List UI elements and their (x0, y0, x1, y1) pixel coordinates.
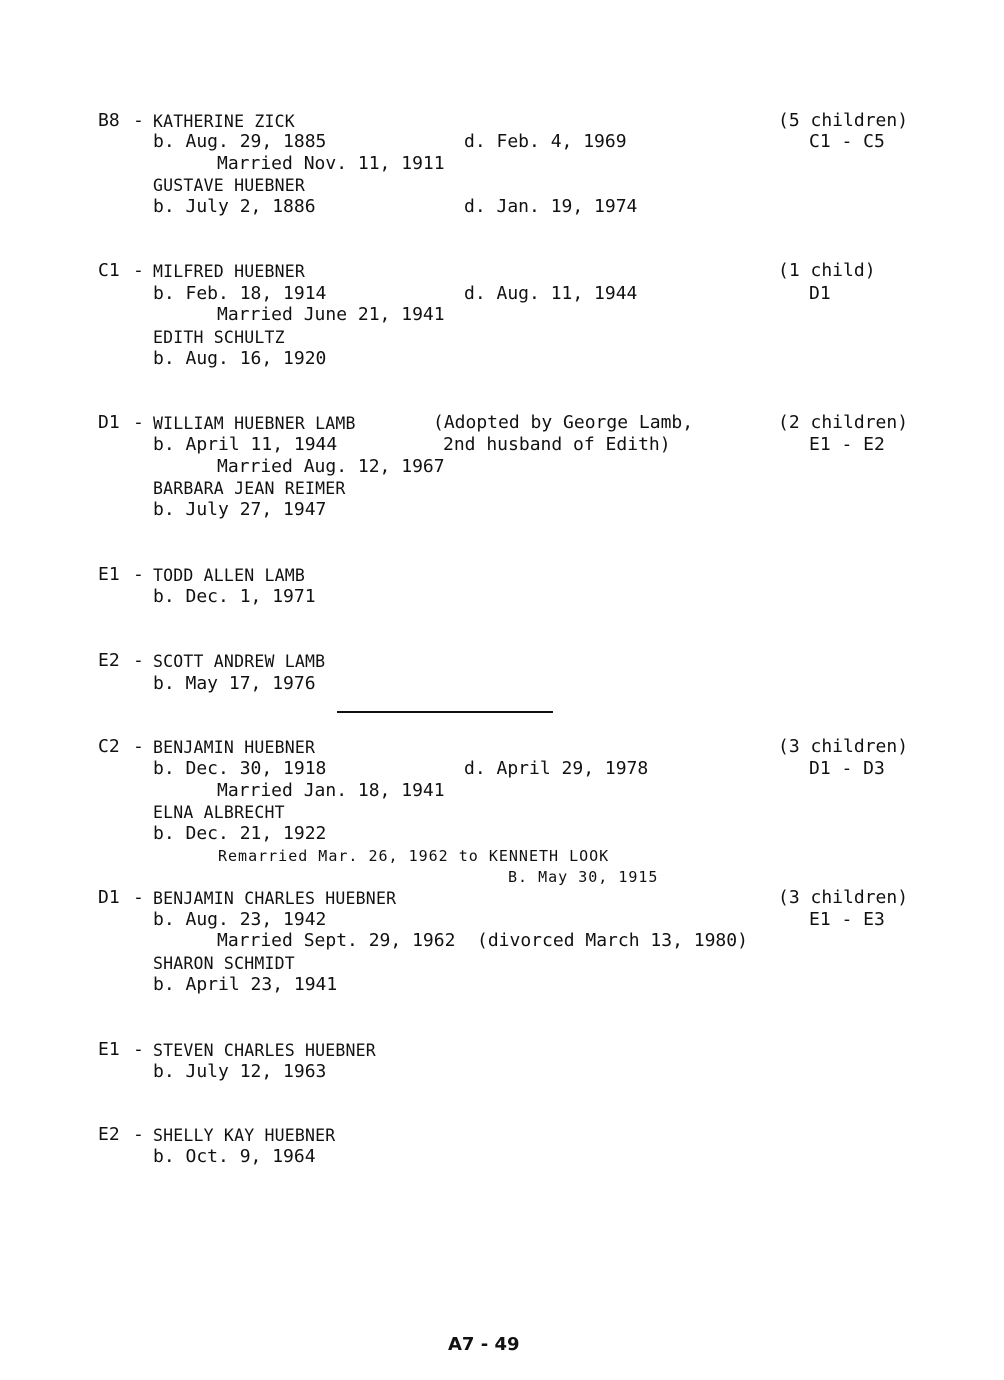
children-range: C1 - C5 (809, 131, 885, 152)
adoption-note: (Adopted by George Lamb, (433, 412, 694, 433)
children-count: (2 children) (778, 412, 909, 433)
entry-name: WILLIAM HUEBNER LAMB (153, 414, 356, 433)
birth-date: b. Dec. 30, 1918 (153, 758, 327, 779)
page-number: A7 - 49 (448, 1334, 520, 1355)
entry-name: SCOTT ANDREW LAMB (153, 652, 326, 671)
separator-dash: - (133, 1124, 144, 1145)
separator-dash: - (133, 412, 144, 433)
spouse-birth-date: b. April 23, 1941 (153, 974, 338, 995)
entry-code: E1 (98, 1039, 120, 1060)
entry-name: KATHERINE ZICK (153, 112, 295, 131)
separator-dash: - (133, 650, 144, 671)
separator-dash: - (133, 887, 144, 908)
spouse-name: EDITH SCHULTZ (153, 328, 285, 347)
section-divider (337, 711, 553, 713)
separator-dash: - (133, 736, 144, 757)
spouse-death-date: d. Jan. 19, 1974 (464, 196, 638, 217)
death-date: d. Aug. 11, 1944 (464, 283, 638, 304)
entry-name: BENJAMIN HUEBNER (153, 738, 316, 757)
spouse-birth-date: b. July 2, 1886 (153, 196, 316, 217)
birth-date: b. Feb. 18, 1914 (153, 283, 327, 304)
death-date: d. April 29, 1978 (464, 758, 649, 779)
separator-dash: - (133, 260, 144, 281)
entry-name: SHELLY KAY HUEBNER (153, 1126, 336, 1145)
marriage-date: Married June 21, 1941 (217, 304, 445, 325)
entry-code: E2 (98, 1124, 120, 1145)
entry-code: E1 (98, 564, 120, 585)
entry-code: E2 (98, 650, 120, 671)
divorce-note: (divorced March 13, 1980) (477, 930, 748, 951)
remarriage-note: Remarried Mar. 26, 1962 to KENNETH LOOK (218, 847, 610, 865)
children-range: E1 - E2 (809, 434, 885, 455)
children-count: (3 children) (778, 887, 909, 908)
death-date: d. Feb. 4, 1969 (464, 131, 627, 152)
birth-date: b. Oct. 9, 1964 (153, 1146, 316, 1167)
entry-name: MILFRED HUEBNER (153, 262, 306, 281)
children-count: (5 children) (778, 110, 909, 131)
children-range: D1 - D3 (809, 758, 885, 779)
spouse-birth-date: b. Dec. 21, 1922 (153, 823, 327, 844)
separator-dash: - (133, 564, 144, 585)
entry-code: D1 (98, 887, 120, 908)
children-range: D1 (809, 283, 831, 304)
birth-date: b. Aug. 29, 1885 (153, 131, 327, 152)
birth-date: b. May 17, 1976 (153, 673, 316, 694)
spouse-name: BARBARA JEAN REIMER (153, 479, 346, 498)
separator-dash: - (133, 1039, 144, 1060)
entry-code: B8 (98, 110, 120, 131)
adoption-note-cont: 2nd husband of Edith) (443, 434, 671, 455)
separator-dash: - (133, 110, 144, 131)
spouse-name: ELNA ALBRECHT (153, 803, 285, 822)
marriage-date: Married Aug. 12, 1967 (217, 456, 445, 477)
remarriage-spouse-birth: B. May 30, 1915 (508, 868, 659, 886)
marriage-date: Married Nov. 11, 1911 (217, 153, 445, 174)
birth-date: b. July 12, 1963 (153, 1061, 327, 1082)
birth-date: b. Aug. 23, 1942 (153, 909, 327, 930)
marriage-date: Married Jan. 18, 1941 (217, 780, 445, 801)
birth-date: b. Dec. 1, 1971 (153, 586, 316, 607)
children-count: (3 children) (778, 736, 909, 757)
birth-date: b. April 11, 1944 (153, 434, 338, 455)
marriage-date: Married Sept. 29, 1962 (217, 930, 456, 951)
entry-name: TODD ALLEN LAMB (153, 566, 306, 585)
spouse-name: SHARON SCHMIDT (153, 954, 295, 973)
spouse-name: GUSTAVE HUEBNER (153, 176, 306, 195)
spouse-birth-date: b. July 27, 1947 (153, 499, 327, 520)
entry-code: C2 (98, 736, 120, 757)
spouse-birth-date: b. Aug. 16, 1920 (153, 348, 327, 369)
entry-code: C1 (98, 260, 120, 281)
entry-name: STEVEN CHARLES HUEBNER (153, 1041, 376, 1060)
entry-code: D1 (98, 412, 120, 433)
entry-name: BENJAMIN CHARLES HUEBNER (153, 889, 397, 908)
children-count: (1 child) (778, 260, 876, 281)
children-range: E1 - E3 (809, 909, 885, 930)
